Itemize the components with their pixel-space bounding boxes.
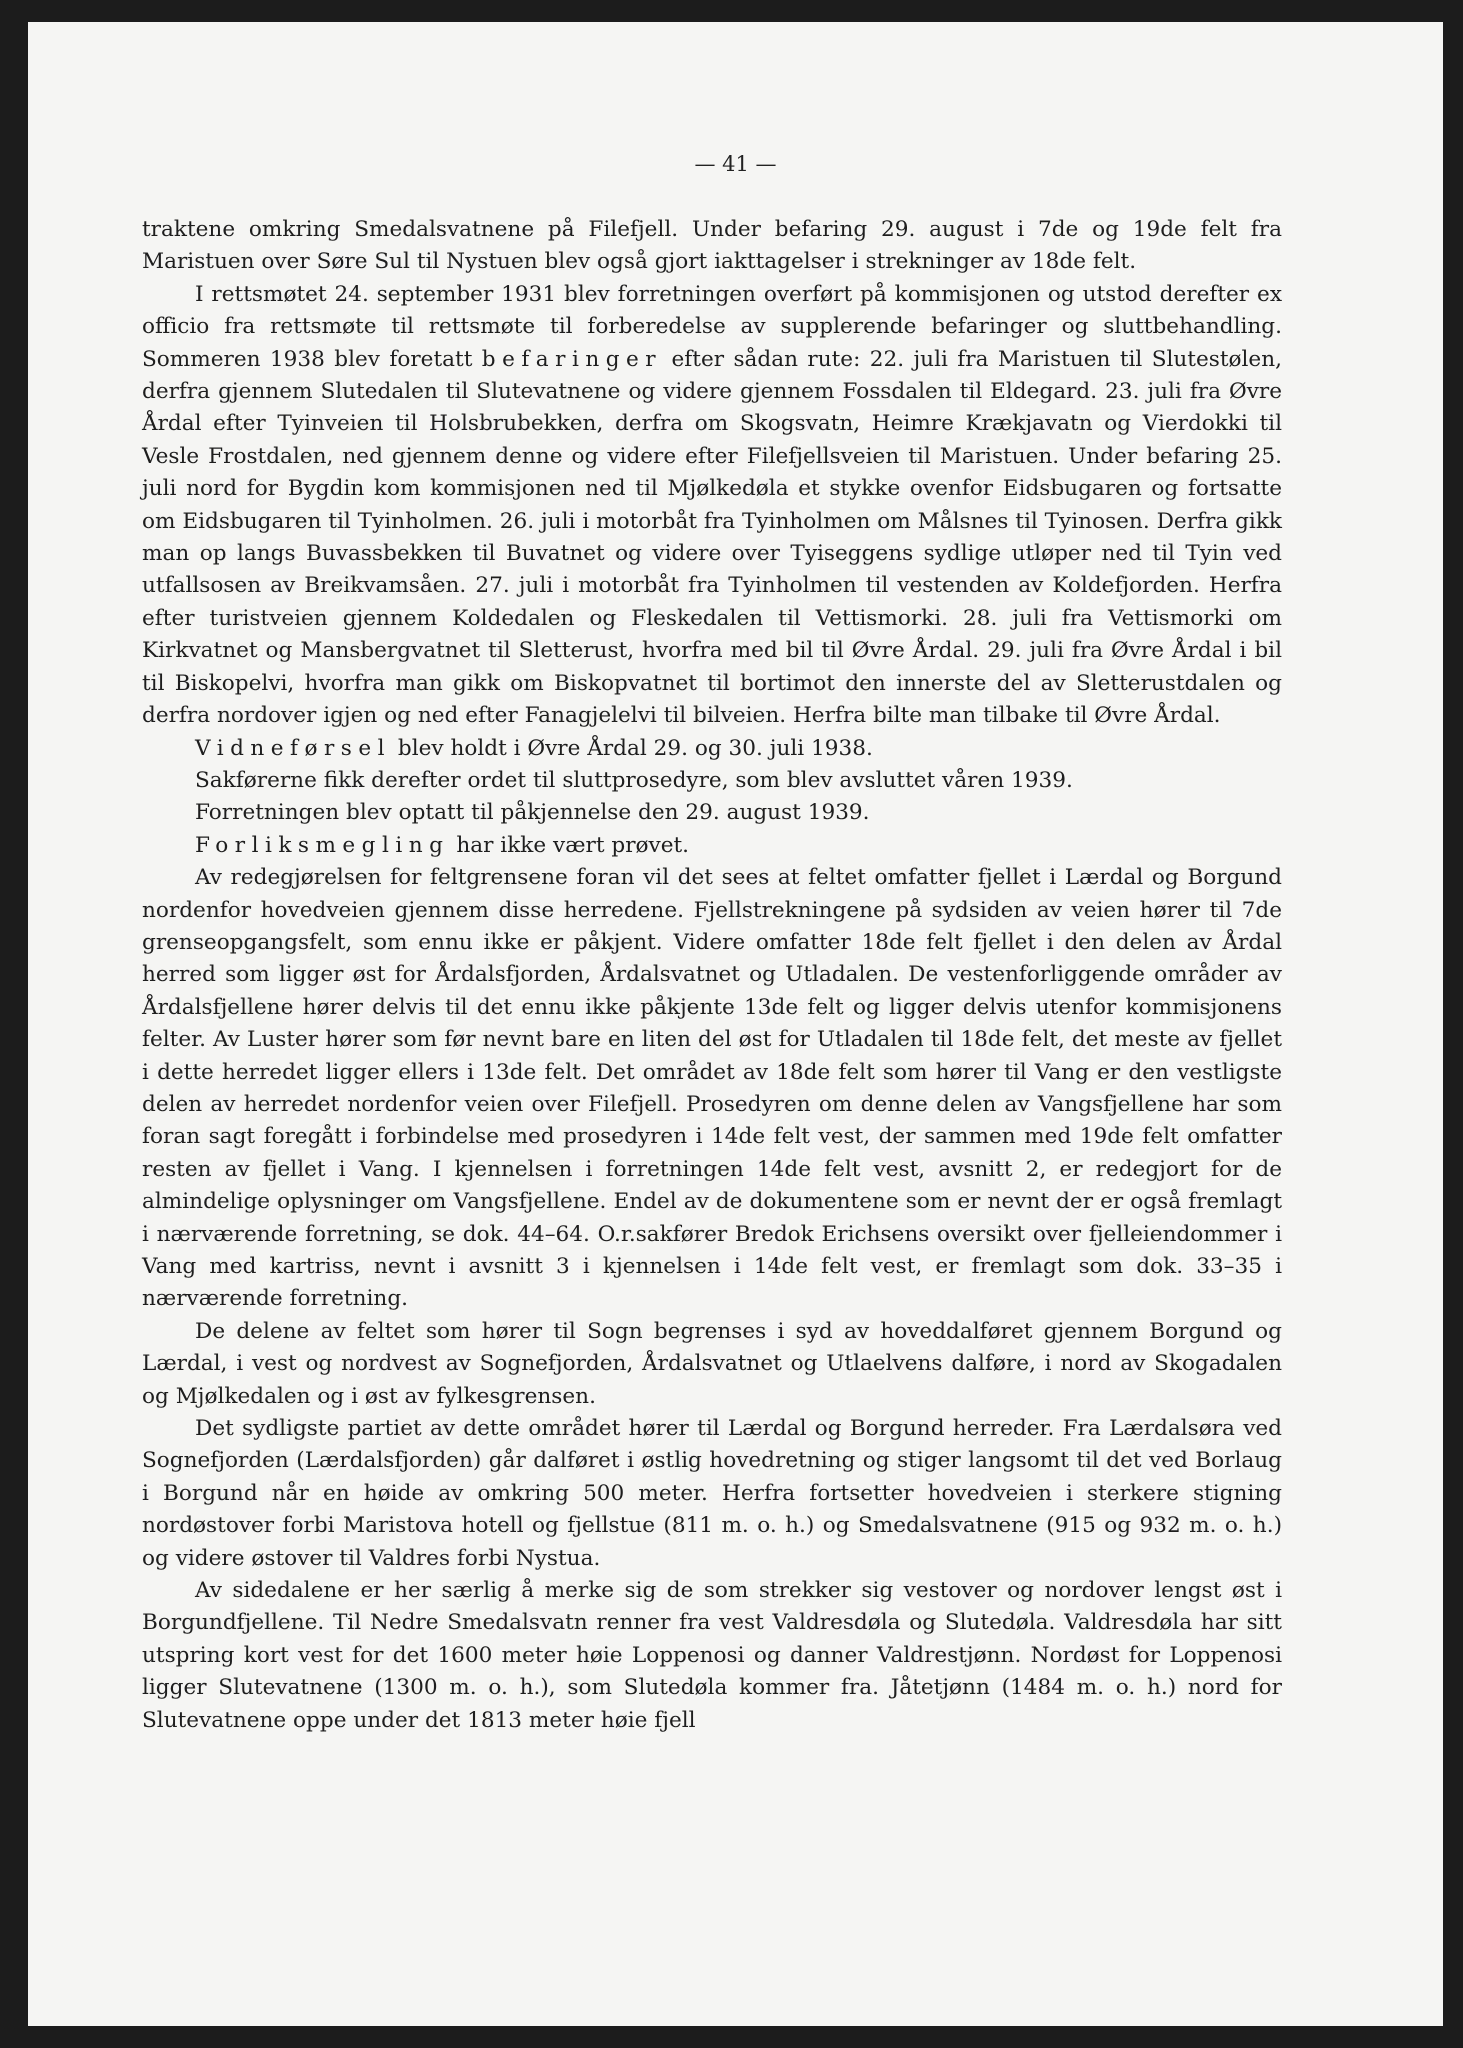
paragraph-2-text-a: I rettsmøtet 24. september 1931 blev forretningen overført på kommisjonen og utstod derefter ex officio fra rettsmøte til rettsmøte til forberedelse av supplerende befaringer og sluttbehandling. Sommeren 1938 blev foretatt [142,281,1282,372]
paragraph-7: Av redegjørelsen for feltgrensene foran vil det sees at feltet omfatter fjellet i Lærdal og Borgund nordenfor hovedveien gjennem disse herredene. Fjellstrekningene på sydsiden av veien hører til 7de grenseopgangsfelt, som ennu ikke er påkjent. Videre omfatter 18de felt fjellet i den delen av Årdal herred som ligger øst for Årdalsfjorden, Årdalsvatnet og Utladalen. De vestenforliggende områder av Årdalsfjellene hører delvis til det ennu ikke påkjente 13de felt og ligger delvis utenfor kommisjonens felter. Av Luster hører som før nevnt bare en liten del øst for Utladalen til 18de felt, det meste av fjellet i dette herredet ligger ellers i 13de felt. Det området av 18de felt som hører til Vang er den vestligste delen av herredet nordenfor veien over Filefjell. Prosedyren om denne delen av Vangsfjellene har som foran sagt foregått i forbindelse med prosedyren i 14de felt vest, der sammen med 19de felt omfatter resten av fjellet i Vang. I kjennelsen i forretningen 14de felt vest, avsnitt 2, er redegjort for de almindelige oplysninger om Vangsfjellene. Endel av de dokumentene som er nevnt der er også fremlagt i nærværende forretning, se dok. 44–64. O.r.sakfører Bredok Erichsens oversikt over fjelleiendommer i Vang med kartriss, nevnt i avsnitt 3 i kjennelsen i 14de felt vest, er fremlagt som dok. 33–35 i nærværende forretning. [142,865,1282,1312]
paragraph-3 [142,733,1282,765]
paragraph-6 [142,830,1282,862]
paragraph-8: De delene av feltet som hører til Sogn begrenses i syd av hoveddalføret gjennem Borgund og Lærdal, i vest og nordvest av Sognefjorden, Årdalsvatnet og Utlaelvens dalføre, i nord av Skogadalen og Mjølkedalen og i øst av fylkesgrensen. [142,1318,1282,1409]
paragraph-4: Sakførerne fikk derefter ordet til sluttprosedyre, som blev avsluttet våren 1939. [195,767,1073,793]
paragraph-1: traktene omkring Smedalsvatnene på Filefjell. Under befaring 29. august i 7de og 19de felt fra Maristuen over Søre Sul til Nystuen blev også gjort iakttagelser i strekninger av 18de felt. [142,217,1282,275]
paragraph-10: Av sidedalene er her særlig å merke sig de som strekker sig vestover og nordover lengst øst i Borgundfjellene. Til Nedre Smedalsvatn renner fra vest Valdresdøla og Slutedøla. Valdresdøla har sitt utspring kort vest for det 1600 meter høie Loppenosi og danner Valdrestjønn. Nordøst for Loppenosi ligger Slutevatnene (1300 m. o. h.), som Slutedøla kommer fra. Jåtetjønn (1484 m. o. h.) nord for Slutevatnene oppe under det 1813 meter høie fjell [142,1578,1282,1733]
spaced-term-forliksmegling: Forliksmegling [195,832,450,858]
paragraph-9: Det sydligste partiet av dette området hører til Lærdal og Borgund herreder. Fra Lærdalsøra ved Sognefjorden (Lærdalsfjorden) går dalføret i østlig hovedretning og stiger langsomt til det ved Borlaug i Borgund når en høide av omkring 500 meter. Herfra fortsetter hovedveien i sterkere stigning nordøstover forbi Maristova hotell og fjellstue (811 m. o. h.) og Smedalsvatnene (915 og 932 m. o. h.) og videre østover til Valdres forbi Nystua. [142,1416,1282,1571]
body-text [142,214,1282,1737]
paragraph-5: Forretningen blev optatt til påkjennelse den 29. august 1939. [195,800,870,826]
paragraph-2 [142,279,1282,733]
paragraph-2-text-b: efter sådan rute: 22. juli fra Maristuen til Slutestølen, derfra gjennem Slutedalen til Slutevatnene og videre gjennem Fossdalen til Eldegard. 23. juli fra Øvre Årdal efter Tyinveien til Holsbrubekken, derfra om Skogsvatn, Heimre Krækjavatn og Vierdokki til Vesle Frostdalen, ned gjennem denne og videre efter Filefjellsveien til Maristuen. Under befaring 25. juli nord for Bygdin kom kommisjonen ned til Mjølkedøla et stykke ovenfor Eidsbugaren og fortsatte om Eidsbugaren til Tyinholmen. 26. juli i motorbåt fra Tyinholmen om Målsnes til Tyinosen. Derfra gikk man op langs Buvassbekken til Buvatnet og videre over Tyiseggens sydlige utløper ned til Tyin ved utfallsosen av Breikvamsåen. 27. juli i motorbåt fra Tyinholmen til vestenden av Koldefjorden. Herfra efter turistveien gjennem Koldedalen og Fleskedalen til Vettismorki. 28. juli fra Vettismorki om Kirkvatnet og Mansbergvatnet til Sletterust, hvorfra med bil til Øvre Årdal. 29. juli fra Øvre Årdal i bil til Biskopelvi, hvorfra man gikk om Biskopvatnet til bortimot den innerste del av Sletterustdalen og derfra nordover igjen og ned efter Fanagjelelvi til bilveien. Herfra bilte man tilbake til Øvre Årdal. [142,346,1282,729]
spaced-term-vidneforsel: Vidneførsel [195,735,391,761]
document-page [28,22,1443,2026]
paragraph-3-text: blev holdt i Øvre Årdal 29. og 30. juli 1938. [397,735,873,761]
page-number: — 41 — [694,152,777,176]
spaced-term-befaringer: befaringer [481,346,663,372]
paragraph-6-text: har ikke vært prøvet. [456,832,690,858]
